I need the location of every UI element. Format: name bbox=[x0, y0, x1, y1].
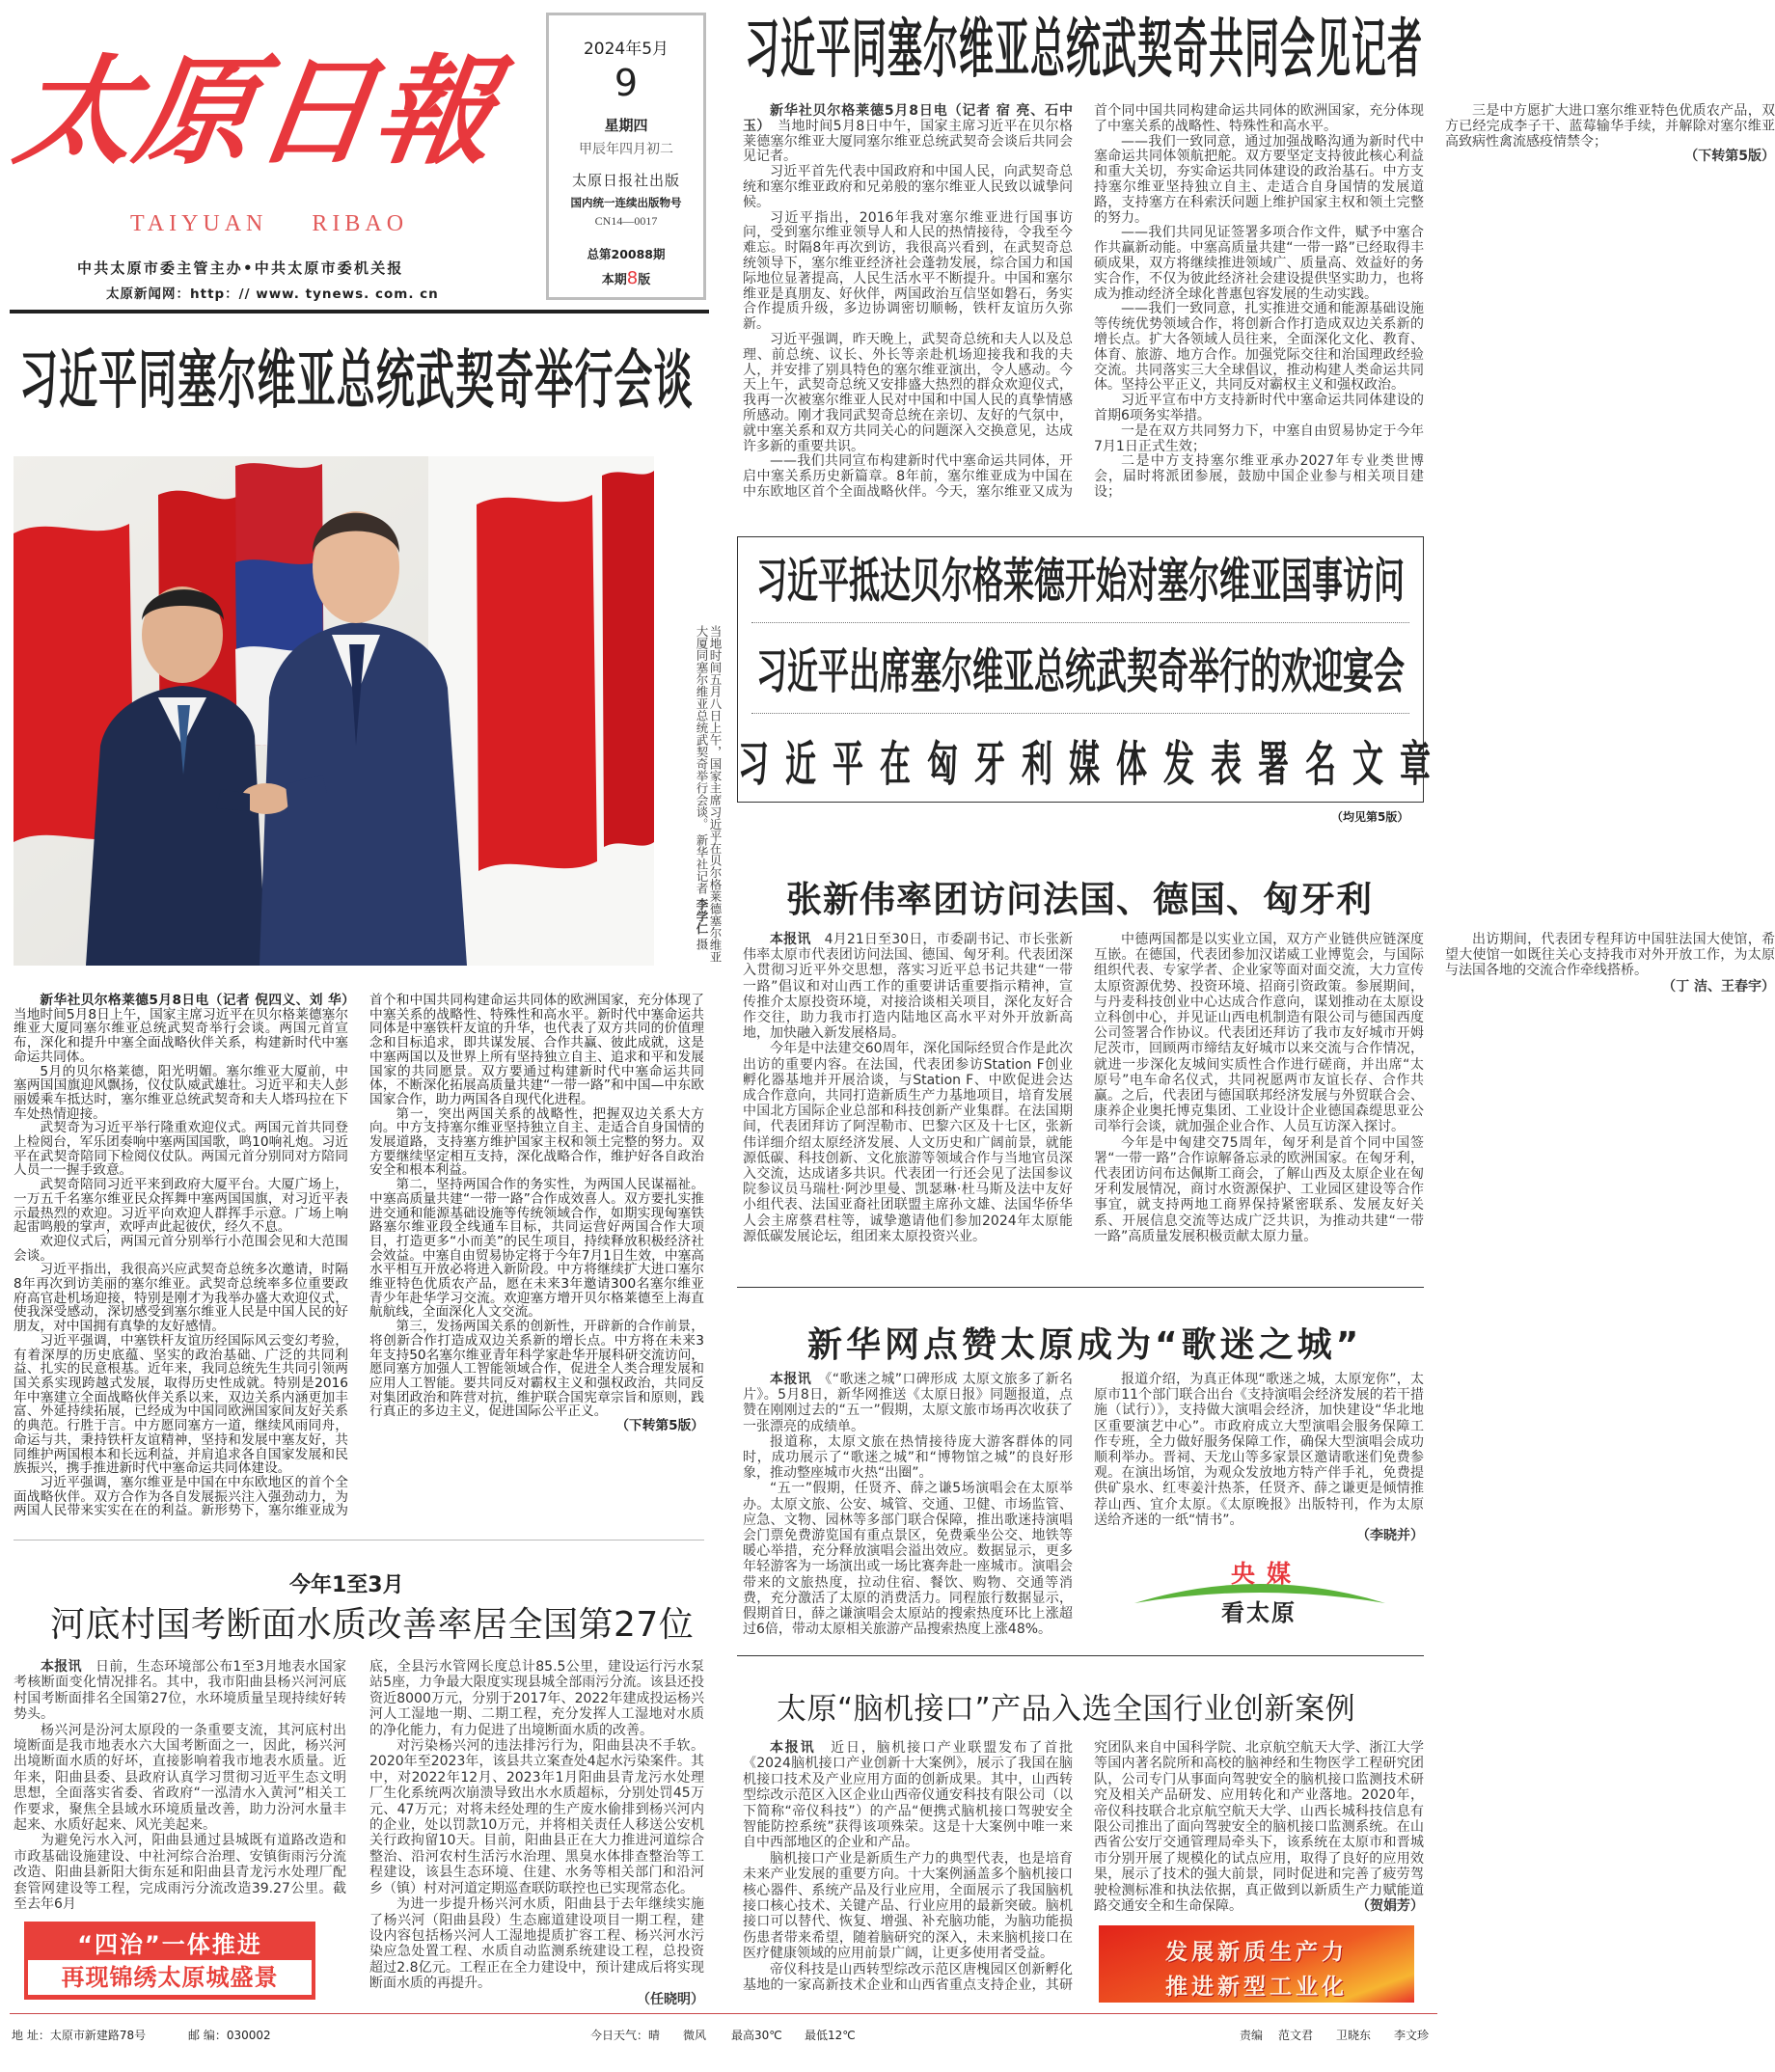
footer-editor-label: 责编 bbox=[1240, 2029, 1264, 2042]
article-paragraph bbox=[1094, 226, 1424, 302]
paragraph-text: 对污染杨兴河的违法排污行为，阳曲县决不手软。2020年至2023年，该县共立案查处4起水污染案件。其中，对2022年12月、2023年1月阳曲县青龙污水处理厂生化系统两次崩溃导致出水水质超标，分别处罚45万元、47万元；对将未经处理的生产废水偷排到杨兴河内的企业，处以罚款10万元，并将相关责任人移送公安机关行政拘留10天。目前，阳曲县正在大力推进河道综合整治、沿河农村生活污水治理、黑臭水体排查整治等工程建设，该县生态环境、住建、水务等相关部门和沿河乡（镇）村对河道定期巡查联防联控也已实现常态化。 bbox=[369, 1738, 704, 1896]
banner-line-2: 推进新型工业化 bbox=[1165, 1975, 1348, 2000]
dotted-divider bbox=[751, 622, 1409, 623]
article-paragraph bbox=[1094, 394, 1424, 424]
paragraph-text: 帝仪科技是山西转型综改示范区唐槐园区创新孵化基地的一家高新技术企业和山西省重点支持企业，其研究团队来自中国科学院、北京航空航天大学、浙江大学等国内著名院所和高校的脑神经和生物医学工程研究团队，公司专门从事面向驾驶安全的脑机接口监测技术研究及相关产品研发、应用转化和产业落地。2020年，帝仪科技联合北京航空航天大学、山西长城科技信息有限公司推出了面向驾驶安全的脑机接口监测系统。在山西省公安厅交通管理局牵头下，该系统在太原市和晋城市分别开展了规模化的试点应用，取得了良好的应用效果，展示了技术的强大前景，同时促进和完善了疲劳驾驶检测标准和执法依据，真正做到以新质生产力赋能道路交通安全和生命保障。 bbox=[743, 1740, 1424, 1994]
paragraph-text: 当地时间5月8日中午，国家主席习近平在贝尔格莱德塞尔维亚大厦同塞尔维亚总统武契奇会谈后共同会见记者。 bbox=[743, 118, 1073, 165]
photo-credit bbox=[695, 833, 709, 949]
serial-label: 国内统一连续出版物号 bbox=[570, 196, 682, 209]
box-note: （均见第5版） bbox=[1331, 810, 1409, 824]
article-paragraph bbox=[369, 1659, 704, 1738]
logo-en-ribao: RIBAO bbox=[312, 211, 409, 236]
paragraph-text: 5月的贝尔格莱德，阳光明媚。塞尔维亚大厦前，中塞两国国旗迎风飘扬，仪仗队威武雄壮。习近平和夫人彭丽媛乘车抵达时，塞尔维亚总统武契奇和夫人塔玛拉在下车处热情迎接。 bbox=[14, 1063, 348, 1122]
masthead-logo-english bbox=[130, 211, 408, 237]
date-box bbox=[546, 13, 706, 300]
photo-credit-suffix: 摄 bbox=[695, 938, 709, 950]
article-paragraph bbox=[369, 1107, 704, 1179]
paragraph-text: 第三，发扬两国关系的创新性，开辟新的合作前景，将创新合作打造成双边关系新的增长点。中方将在未来3年支持50名塞尔维亚青年科学家赴华开展科研交流访问，愿同塞方加强人工智能领域合作，促进全人类合理发展和应用人工智能。要共同反对霸权主义和强权政治，共同反对集团政治和阵营对抗，维护联合国宪章宗旨和原则，践行真正的多边主义，促进国际公平正义。 bbox=[369, 1319, 704, 1420]
paragraph-text: ——我们共同见证签署多项合作文件，赋予中塞合作共赢新动能。中塞高质量共建“一带一路”已经取得丰硕成果，双方将继续推进领域广、质量高、效益好的务实合作，不仅为彼此经济社会建设提供坚实助力，也将成为推动经济全球化普惠包容发展的生动实践。 bbox=[1094, 225, 1424, 302]
byline: （任晓明） bbox=[637, 1991, 704, 2007]
masthead-logo: 太原日報 bbox=[7, 41, 506, 180]
article-paragraph bbox=[369, 1738, 704, 1896]
article-paragraph bbox=[743, 1481, 1073, 1637]
article-paragraph bbox=[1094, 424, 1424, 455]
paragraph-text: 报道介绍，为真正体现“歌迷之城，太原宠你”，太原市11个部门联合出台《支持演唱会经济发展的若干措施（试行）》，支持做大演唱会经济，加快建设“华北地区重要演艺中心”。市政府成立大型演唱会服务保障工作专班，全力做好服务保障工作，确保大型演唱会成功顺利举办。晋祠、天龙山等多家景区邀请歌迷们免费参观。在演出场馆，为观众发放地方特产伴手礼，免费提供矿泉水、红枣姜汁热茶，任贤齐、薛之谦更是倾情推荐山西、宜介太原。《太原晚报》出版特刊，作为太原送给齐迷的一纸“情书”。 bbox=[1094, 1372, 1424, 1528]
dateline: 本报讯 bbox=[41, 1659, 82, 1675]
article-paragraph bbox=[14, 1334, 348, 1476]
paragraph-text: 为进一步提升杨兴河水质，阳曲县于去年继续实施了杨兴河（阳曲县段）生态廊道建设项目一期工程，建设内容包括杨兴河人工湿地提质扩容工程、杨兴河水污染应急处置工程、水质自动监测系统建设工程，总投资超过2.8亿元。工程正在全力建设中，预计建成后将实现断面水质的再提升。 bbox=[369, 1896, 704, 1992]
river-headline[interactable]: 河底村国考断面水质改善率居全国第27位 bbox=[50, 1605, 695, 1645]
byline: （丁 洁、王春宇） bbox=[1662, 978, 1775, 995]
paragraph-text: 习近平强调，塞尔维亚是中国在中东欧地区的首个全面战略伙伴。双方合作为各自发展振兴注入强劲动力，为两国人民带来实实在在的利益。新形势下，塞尔维亚成为首个和中国共同构建命运共同体的欧洲国家，充分体现了中塞关系的战略性、特殊性和高水平。新时代中塞命运共同体是中塞铁杆友谊的升华，也代表了双方共同的价值理念和目标追求，即共谋发展、合作共赢、彼此成就，这是中塞两国以及世界上所有坚持独立自主、追求和平和发展国家的共同愿景。双方要通过构建新时代中塞命运共同体，不断深化拓展高质量共建“一带一路”和中国—中东欧国家合作，助力两国各自现代化进程。 bbox=[14, 993, 704, 1519]
dateline: 新华社贝尔格莱德5月8日电（记者 宿 亮、石中玉） bbox=[743, 103, 1073, 134]
xinhua-headline[interactable]: 新华网点赞太原成为“歌迷之城” bbox=[807, 1325, 1363, 1365]
footer-editor: 李文珍 bbox=[1394, 2029, 1430, 2042]
masthead-website[interactable]: 太原新闻网：http：// www. tynews. com. cn bbox=[106, 286, 439, 302]
paragraph-text: 底，全县污水管网长度总计85.5公里，建设运行污水泵站5座，力争最大限度实现县城全部雨污分流。该县还投资近8000万元，分别于2017年、2022年建成投运杨兴河人工湿地一期、二期工程，充分发挥人工湿地对水质的净化能力，有力促进了出境断面水质的改善。 bbox=[369, 1659, 704, 1738]
article-paragraph bbox=[1445, 932, 1775, 979]
promo-box[interactable] bbox=[24, 1922, 315, 2000]
article-paragraph bbox=[743, 1434, 1073, 1482]
byline: （李晓并） bbox=[1356, 1528, 1424, 1544]
footer-editor: 范文君 bbox=[1278, 2029, 1314, 2042]
total-issue: 总第20088期 bbox=[587, 247, 666, 261]
masthead-slogan: 中共太原市委主管主办•中共太原市委机关报 bbox=[77, 259, 404, 277]
paragraph-text: 三是中方愿扩大进口塞尔维亚特色优质农产品，双方已经完成李子干、蓝莓输华手续，并解除对塞尔维亚高致病性禽流感疫情禁令； bbox=[1445, 103, 1775, 150]
box-headline-2[interactable]: 习近平出席塞尔维亚总统武契奇举行的欢迎宴会 bbox=[755, 642, 1405, 700]
paragraph-text: 武契奇为习近平举行隆重欢迎仪式。两国元首共同登上检阅台，军乐团奏响中塞两国国歌，鸣10响礼炮。习近平在武契奇陪同下检阅仪仗队。两国元首分别同对方陪同人员一一握手致意。 bbox=[14, 1120, 348, 1179]
date-year-month: 2024年5月 bbox=[583, 40, 669, 59]
paragraph-text: 习近平强调，昨天晚上，武契奇总统和夫人以及总理、前总统、议长、外长等亲赴机场迎接我和我的夫人，并安排了别具特色的塞尔维亚演出，令人感动。今天上午，武契奇总统又安排盛大热烈的群众欢迎仪式，我再一次被塞尔维亚人民对中国和中国人民的真挚情感所感动。刚才我同武契奇总统在亲切、友好的气氛中，就中塞关系和双方共同关心的问题深入交换意见，达成许多新的重要共识。 bbox=[743, 331, 1073, 454]
paragraph-text: 出访期间，代表团专程拜访中国驻法国大使馆，希望大使馆一如既往关心支持我市对外开放工作，为太原与法国各地的交流合作牵线搭桥。 bbox=[1445, 932, 1775, 979]
byline: （贺娟芳） bbox=[1356, 1898, 1424, 1915]
footer-rule bbox=[10, 2013, 1437, 2014]
article-paragraph bbox=[1094, 1372, 1424, 1528]
paragraph-text: ——我们共同宣布构建新时代中塞命运共同体，开启中塞关系历史新篇章。8年前，塞尔维亚成为中国在中东欧地区首个全面战略伙伴。今天，塞尔维亚又成为首个同中国共同构建命运共同体的欧洲国家，充分体现了中塞关系的战略性、特殊性和高水平。 bbox=[743, 103, 1424, 500]
zhang-article bbox=[743, 932, 1775, 1268]
lead-headline[interactable]: 习近平同塞尔维亚总统武契奇举行会谈 bbox=[19, 344, 694, 418]
edition-suffix: 版 bbox=[638, 273, 651, 287]
paragraph-text: 习近平首先代表中国政府和中国人民，向武契奇总统和塞尔维亚政府和兄弟般的塞尔维亚人民致以诚挚问候。 bbox=[743, 164, 1073, 210]
article-paragraph bbox=[743, 211, 1073, 333]
article-paragraph bbox=[743, 165, 1073, 210]
box-headline-3[interactable]: 习近平在匈牙利媒体发表署名文章 bbox=[738, 735, 1448, 793]
paragraph-text: 习近平指出，我很高兴应武契奇总统多次邀请，时隔8年再次到访美丽的塞尔维亚。武契奇总统率多位重要政府高官赴机场迎接，特别是刚才为我举办盛大欢迎仪式，使我深受感动，深切感受到塞尔维亚人民是中国人民的好朋友，对中国拥有真挚的友好感情。 bbox=[14, 1262, 348, 1335]
headline-box bbox=[737, 536, 1448, 803]
paragraph-text: 当地时间5月8日上午，国家主席习近平在贝尔格莱德塞尔维亚大厦同塞尔维亚总统武契奇举行会谈。两国元首宣布，深化和提升中塞全面战略伙伴关系，构建新时代中塞命运共同体。 bbox=[14, 1006, 348, 1065]
box-headline-1[interactable]: 习近平抵达贝尔格莱德开始对塞尔维亚国事访问 bbox=[755, 552, 1405, 610]
press-headline[interactable]: 习近平同塞尔维亚总统武契奇共同会见记者 bbox=[745, 14, 1424, 88]
article-paragraph bbox=[743, 1041, 1073, 1244]
article-paragraph bbox=[369, 1320, 704, 1419]
paragraph-text: 第二，坚持两国合作的务实性，为两国人民谋福祉。中塞高质量共建“一带一路”合作成效喜人。双方要扎实推进交通和能源基础设施等传统领域合作，如期实现匈塞铁路塞尔维亚段全线通车目标，共同运营好两国合作大项目，打造更多“小而美”的民生项目，持续释放积极经济社会效益。中塞自由贸易协定将于今年7月1日生效，中塞高水平相互开放必将进入新阶段。中方将继续扩大进口塞尔维亚特色优质农产品，愿在未来3年邀请300名塞尔维亚青少年赴华学习交流。欢迎塞方增开贝尔格莱德至上海直航航线，全面深化人文交流。 bbox=[369, 1177, 704, 1321]
photo-caption bbox=[664, 625, 722, 972]
article-paragraph bbox=[743, 104, 1073, 165]
paragraph-text: 习近平指出，2016年我对塞尔维亚进行国事访问，受到塞尔维亚领导人和人民的热情接待，令我至今难忘。时隔8年再次到访，我很高兴看到，在武契奇总统领导下，塞尔维亚经济社会蓬勃发展，综合国力和国际地位显著提高，人民生活水平不断提升。中国和塞尔维亚是真朋友、好伙伴，两国政治互信坚如磐石，务实合作提质升级，多边协调密切顺畅，铁杆友谊历久弥新。 bbox=[743, 209, 1073, 333]
paragraph-text: ——我们一致同意，通过加强战略沟通为新时代中塞命运共同体领航把舵。双方要坚定支持彼此核心利益和重大关切，夯实命运共同体建设的政治基石。中方支持塞尔维亚坚持独立自主、走适合自身国情的发展道路，支持塞方在科索沃问题上维护国家主权和领土完整的努力。 bbox=[1094, 133, 1424, 226]
article-paragraph bbox=[1445, 104, 1775, 150]
paragraph-text: 《“歌迷之城”口碑形成 太原文旅多了新名片》。5月8日，新华网推送《太原日报》同题报道，点赞在刚刚过去的“五一”假期，太原文旅市场再次收获了一张漂亮的成绩单。 bbox=[743, 1372, 1074, 1434]
paragraph-text: 武契奇陪同习近平来到政府大厦平台。大厦广场上，一万五千名塞尔维亚民众挥舞中塞两国国旗，对习近平表示最热烈的欢迎。习近平向欢迎人群挥手示意。广场上响起雷鸣般的掌声，欢呼声此起彼伏，经久不息。 bbox=[14, 1177, 348, 1236]
dateline: 本报讯 bbox=[770, 932, 811, 947]
article-paragraph bbox=[14, 1263, 348, 1334]
river-subtitle: 今年1至3月 bbox=[289, 1573, 404, 1597]
article-paragraph bbox=[369, 1896, 704, 1991]
article-paragraph bbox=[1094, 135, 1424, 227]
paragraph-text: 近日，脑机接口产业联盟发布了首批《2024脑机接口产业创新十大案例》，展示了我国在脑机接口技术及产业应用方面的创新成果。其中，山西转型综改示范区入区企业山西帝仪通安科技有限公司（以下简称“帝仪科技”）的产品“便携式脑机接口驾驶安全智能防控系统”获得该项殊荣。这是十大案例中唯一来自中西部地区的企业和产品。 bbox=[743, 1740, 1074, 1851]
logo-top-text: 央媒 bbox=[1231, 1560, 1303, 1588]
paragraph-text: 第一，突出两国关系的战略性，把握双边关系大方向。中方支持塞尔维亚坚持独立自主、走适合自身国情的发展道路，支持塞方维护国家主权和领土完整的努力。双方要继续坚定相互支持，深化战略合作，维护好各自政治安全和根本利益。 bbox=[369, 1105, 704, 1179]
footer-weather: 今日天气：晴 bbox=[590, 2029, 661, 2042]
paragraph-text: 杨兴河是汾河太原段的一条重要支流，其河底村出境断面是我市地表水六大国考断面之一，因此，杨兴河出境断面水质的好坏，直接影响着我市地表水质量。近年来，阳曲县委、县政府认真学习贯彻习近平生态文明思想，全面落实省委、省政府“一泓清水入黄河”相关工作要求，聚焦全县域水环境质量改善，助力汾河水量丰起来、水质好起来、风光美起来。 bbox=[14, 1722, 346, 1834]
date-weekday: 星期四 bbox=[604, 117, 648, 134]
river-col-2 bbox=[369, 1659, 704, 2007]
paragraph-text: 习近平强调，中塞铁杆友谊历经国际风云变幻考验，有着深厚的历史底蕴、坚实的政治基础、广泛的共同利益、扎实的民意根基。近年来，我同总统先生共同引领两国关系实现跨越式发展，取得历史性成就。特别是2016年中塞建立全面战略伙伴关系以来，双边关系内涵更加丰富、外延持续拓展，已经成为中国同欧洲国家间友好关系的典范。行胜于言。中方愿同塞方一道，继续风雨同舟，命运与共，秉持铁杆友谊精神，坚持和发展中塞友好，共同维护两国根本和长远利益，并肩追求各自国家发展和民族振兴，携手推进新时代中塞命运共同体建设。 bbox=[14, 1332, 348, 1477]
river-col-1 bbox=[14, 1659, 346, 1922]
cn-number: CN14—0017 bbox=[594, 214, 658, 228]
continued-note: （下转第5版） bbox=[615, 1418, 704, 1434]
dateline: 本报讯 bbox=[770, 1372, 812, 1387]
paragraph-text: ——我们一致同意，扎实推进交通和能源基础设施等传统优势领域合作，将创新合作打造成双边关系新的增长点。扩大各领域人员往来，全面深化文化、教育、体育、旅游、地方合作。加强党际交往和治国理政经验交流。共同落实三大全球倡议，推动构建人类命运共同体。坚持公平正义，共同反对霸权主义和强权政治。 bbox=[1094, 301, 1424, 394]
article-paragraph bbox=[743, 333, 1073, 454]
article-paragraph bbox=[743, 1851, 1073, 1962]
paragraph-text: 4月21日至30日，市委副书记、市长张新伟率太原市代表团访问法国、德国、匈牙利。代表团深入贯彻习近平外交思想，落实习近平总书记共建“一带一路”倡议和对山西工作的重要讲话重要指示精神，宣传推介太原投资环境，对接洽谈相关项目，深化友好合作交往，助力我市打造内陆地区高水平对外开放新高地，加快融入新发展格局。 bbox=[743, 932, 1074, 1042]
zhang-headline[interactable]: 张新伟率团访问法国、德国、匈牙利 bbox=[786, 879, 1373, 920]
article-paragraph bbox=[14, 1065, 348, 1122]
paragraph-text: 习近平宣布中方支持新时代中塞命运共同体建设的首期6项务实举措。 bbox=[1094, 393, 1424, 423]
continued-note: （下转第5版） bbox=[1684, 149, 1775, 165]
date-lunar: 甲辰年四月初二 bbox=[579, 142, 673, 157]
footer-low: 最低12℃ bbox=[805, 2029, 856, 2042]
divider bbox=[737, 1287, 1424, 1288]
footer-high: 最高30℃ bbox=[731, 2029, 782, 2042]
article-paragraph bbox=[369, 1178, 704, 1320]
paragraph-text: 今年是中法建交60周年，深化国际经贸合作是此次出访的重要内容。在法国，代表团参访Station F创业孵化器基地并开展洽谈，与Station F、中欧促进会达成合作意向，共同打造新质生产力基地项目，培育发展中国北方国际企业总部和科技创新产业集群。在法国期间，代表团拜访了阿涅勒市、巴黎六区及十七区，张新伟详细介绍太原经济发展、人文历史和广阔前景，就能源低碳、科技创新、文化旅游等领域合作与当地官员深入交流，达成诸多共识。代表团一行还会见了法国参议院参议员马瑞杜·阿沙里曼、凯瑟琳·杜马斯及法中友好小组代表、法国亚裔社团联盟主席孙文雄、法国华侨华人会主席蔡君柱等，诚挚邀请他们参加2024年太原能源低碳发展论坛，组团来太原投资兴业。 bbox=[743, 1041, 1073, 1244]
footer-postcode: 邮 编：030002 bbox=[188, 2029, 271, 2042]
article-paragraph bbox=[743, 932, 1073, 1041]
article-paragraph bbox=[14, 1121, 348, 1178]
article-paragraph bbox=[14, 1723, 346, 1834]
yangmei-logo bbox=[1125, 1555, 1395, 1632]
promo-banner[interactable] bbox=[1099, 1925, 1414, 2003]
date-day: 9 bbox=[614, 62, 639, 104]
photo-caption-text: 当地时间五月八日上午，国家主席习近平在贝尔格莱德塞尔维亚大厦同塞尔维亚总统武契奇举行会谈。 bbox=[695, 625, 723, 963]
paragraph-text: 报道称，太原文旅在热情接待庞大游客群体的同时，成功展示了“歌迷之城”和“博物馆之城”的良好形象，推动整座城市火热“出圈”。 bbox=[743, 1433, 1073, 1482]
article-paragraph bbox=[14, 994, 348, 1065]
article-paragraph bbox=[1094, 932, 1424, 1135]
footer-address: 地 址：太原市新建路78号 bbox=[12, 2029, 147, 2042]
footer-wind: 微风 bbox=[683, 2029, 707, 2042]
lead-article bbox=[14, 994, 704, 1526]
article-paragraph bbox=[743, 1740, 1073, 1851]
paragraph-text: 日前，生态环境部公布1至3月地表水国家考核断面变化情况排名。其中，我市阳曲县杨兴河河底村国考断面排名全国第27位，水环境质量呈现持续好转势头。 bbox=[14, 1659, 347, 1723]
logo-bottom-text: 看太原 bbox=[1221, 1599, 1297, 1626]
logo-en-taiyuan: TAIYUAN bbox=[130, 211, 268, 236]
lead-photo bbox=[14, 456, 654, 966]
masthead-rule bbox=[10, 310, 709, 314]
press-article bbox=[743, 103, 1775, 504]
promo-line-1: “四治”一体推进 bbox=[77, 1931, 262, 1958]
article-paragraph bbox=[14, 1178, 348, 1235]
photo-credit-name: 李学仁 bbox=[695, 897, 709, 935]
paragraph-text: 二是中方支持塞尔维亚承办2027年专业类世博会，届时将派团参展，鼓励中国企业参与相关项目建设； bbox=[1094, 453, 1424, 500]
paragraph-text: “五一”假期，任贤齐、薛之谦5场演唱会在太原举办。太原文旅、公安、城管、交通、卫健、市场监管、应急、文物、园林等多部门联合保障，推出歌迷持演唱会门票免费游览国有重点景区，免费乘坐公交、地铁等暖心举措，充分释放演唱会溢出效应。数据显示，更多年轻游客为一场演出或一场比赛奔赴一座城市。演唱会带来的文旅热度，拉动住宿、餐饮、购物、交通等消费，充分激活了太原的消费活力。同程旅行数据显示，假期首日，薛之谦演唱会太原站的搜索热度环比上涨超过6倍，带动太原相关旅游产品搜索热度上涨48%。 bbox=[743, 1481, 1073, 1638]
edition-count bbox=[549, 268, 703, 288]
paragraph-text: 欢迎仪式后，两国元首分别举行小范围会见和大范围会谈。 bbox=[14, 1233, 348, 1264]
divider bbox=[737, 1655, 1424, 1656]
paragraph-text: 一是在双方共同努力下，中塞自由贸易协定于今年7月1日正式生效； bbox=[1094, 423, 1424, 454]
photo-credit-prefix: 新华社记者 bbox=[695, 833, 709, 894]
article-paragraph bbox=[1094, 454, 1424, 500]
edition-number: 8 bbox=[626, 268, 639, 288]
paragraph-text: 中德两国都是以实业立国，双方产业链供应链深度互嵌。在德国，代表团参加汉诺威工业博览会，与国际组织代表、专家学者、企业家等面对面交流，大力宣传太原资源优势、投资环境、招商引资政策。参展期间，与丹麦科技创业中心达成合作意向，谋划推动在太原设立科创中心，并见证山西电机制造有限公司与德国西度公司签署合作协议。代表团还拜访了我市友好城市开姆尼茨市，回顾两市缔结友好城市以来交流与合作情况，就进一步深化友城间实质性合作进行磋商，并出席“太原号”电车命名仪式，共同祝愿两市友谊长存、合作共赢。之后，代表团与德国联邦经济发展与外贸联合会、康养企业奥托博克集团、工业设计企业德国森缇思亚公司举行会谈，就加强企业合作、人员互访深入探讨。 bbox=[1094, 932, 1424, 1135]
brain-headline[interactable]: 太原“脑机接口”产品入选全国行业创新案例 bbox=[777, 1692, 1356, 1727]
article-paragraph bbox=[1094, 1135, 1424, 1244]
promo-line-2: 再现锦绣太原城盛景 bbox=[28, 1960, 312, 1995]
publisher: 太原日报社出版 bbox=[571, 172, 680, 189]
article-paragraph bbox=[14, 1659, 346, 1723]
footer-editor: 卫晓东 bbox=[1336, 2029, 1372, 2042]
article-paragraph bbox=[1094, 302, 1424, 394]
paragraph-text: 今年是中匈建交75周年，匈牙利是首个同中国签署“一带一路”合作谅解备忘录的欧洲国家。在匈牙利，代表团访问布达佩斯工商会，了解山西及太原企业在匈牙利发展情况，商讨水资源保护、工业园区建设等合作事宜，就支持两地工商界保持紧密联系、发展友好关系、开展信息交流等达成广泛共识，为推动共建“一带一路”高质量发展积极贡献太原力量。 bbox=[1094, 1134, 1424, 1244]
article-paragraph bbox=[14, 1833, 346, 1912]
article-paragraph bbox=[743, 1372, 1073, 1434]
dateline: 新华社贝尔格莱德5月8日电（记者 倪四义、刘 华） bbox=[40, 993, 348, 1008]
paragraph-text: 为避免污水入河，阳曲县通过县城既有道路改造和市政基础设施建设、中社河综合治理、安镇街雨污分流改造、阳曲县新阳大街东延和阳曲县青龙污水处理厂配套管网建设等工程，完成雨污分流改造39.27公里。截至去年6月 bbox=[14, 1833, 346, 1913]
article-paragraph bbox=[14, 1235, 348, 1263]
paragraph-text: 脑机接口产业是新质生产力的典型代表，也是培育未来产业发展的重要方向。十大案例涵盖多个脑机接口核心器件、系统产品及行业应用，全面展示了我国脑机接口核心技术、关键产品、行业应用的最新突破。脑机接口可以替代、恢复、增强、补充脑功能，为脑功能损伤患者带来希望，随着脑研究的深入，未来脑机接口在医疗健康领域的应用前景广阔，让更多使用者受益。 bbox=[743, 1850, 1073, 1962]
banner-line-1: 发展新质生产力 bbox=[1165, 1940, 1348, 1965]
edition-prefix: 本期 bbox=[601, 273, 627, 287]
dateline: 本报讯 bbox=[770, 1740, 816, 1756]
dotted-divider bbox=[751, 713, 1409, 714]
